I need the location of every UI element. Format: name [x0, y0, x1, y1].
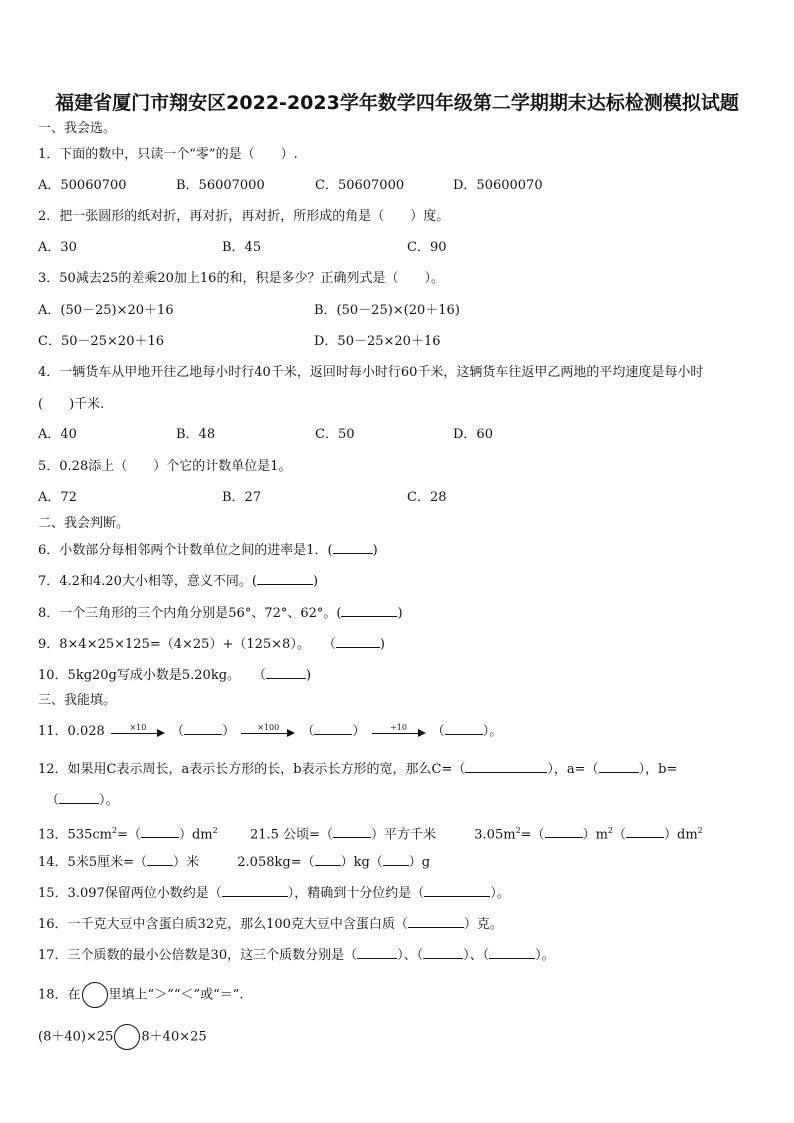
answer-blank[interactable]: [336, 635, 380, 648]
answer-blank[interactable]: [333, 825, 371, 838]
answer-blank[interactable]: [147, 853, 173, 866]
question-8: 8．一个三角形的三个内角分别是56°、72°、62°。( ): [38, 606, 403, 621]
q3-option-d: D．50－25×20＋16: [314, 334, 441, 349]
question-13: 13．$535cm^2=$（ ）$dm^2$ 21.5 公顷=（ ）平方千米 $3.05m^2=$（ ）$m^2$（ ）$dm^2$: [38, 826, 703, 843]
answer-blank[interactable]: [423, 946, 463, 959]
answer-blank[interactable]: [315, 853, 341, 866]
q2-option-b: B．45: [222, 240, 262, 255]
question-18: 18．在 里填上“＞”“＜”或“＝”.: [38, 982, 244, 1008]
q1-option-b: B．56007000: [176, 178, 265, 193]
question-15: 15．3.097保留两位小数约是（ ），精确到十分位约是（ ）。: [38, 886, 510, 901]
q3-option-c: C．50－25×20＋16: [38, 334, 165, 349]
question-4: 4．一辆货车从甲地开往乙地每小时行40千米，返回时每小时行60千米，这辆货车往返甲乙两地的平均速度是每小时: [38, 365, 704, 380]
q5-option-a: A．72: [38, 490, 77, 505]
section-heading-2: 二、我会判断。: [38, 516, 130, 531]
divide-10-arrow: ÷10: [372, 725, 426, 739]
question-3: 3．50减去25的差乘20加上16的和，积是多少？正确列式是（ ）。: [38, 271, 444, 286]
question-5: 5．0.28添上（ ）个它的计数单位是1。: [38, 459, 292, 474]
multiply-100-arrow: ×100: [241, 725, 295, 739]
q1-option-c: C．50607000: [315, 178, 405, 193]
section-heading-3: 三、我能填。: [38, 693, 117, 708]
comparison-circle[interactable]: [114, 1024, 140, 1050]
answer-blank[interactable]: [59, 791, 99, 804]
answer-blank[interactable]: [222, 884, 288, 897]
answer-blank[interactable]: [424, 884, 490, 897]
question-4-continued: ( )千米.: [38, 397, 105, 412]
question-12: 12．如果用C表示周长，a表示长方形的长，b表示长方形的宽，那么C=（ ），a=（ ），b=: [38, 762, 678, 777]
q1-option-a: A．50060700: [38, 178, 127, 193]
section-heading-1: 一、我会选。: [38, 121, 117, 136]
question-10: 10．5kg20g写成小数是5.20kg。 （ ): [38, 668, 312, 683]
q1-option-d: D．50600070: [453, 178, 543, 193]
q2-option-c: C．90: [407, 240, 447, 255]
answer-blank[interactable]: [141, 825, 179, 838]
multiply-10-arrow: ×10: [111, 725, 165, 739]
answer-blank[interactable]: [445, 722, 483, 735]
q4-option-a: A．40: [38, 427, 77, 442]
question-12-continued: （ ）。: [46, 793, 119, 808]
q4-option-c: C．50: [315, 427, 355, 442]
answer-blank[interactable]: [626, 825, 664, 838]
answer-blank[interactable]: [314, 722, 352, 735]
q5-option-b: B．27: [222, 490, 262, 505]
question-7: 7．4.2和4.20大小相等，意义不同。( ): [38, 574, 319, 589]
answer-blank[interactable]: [599, 760, 639, 773]
question-11: 11．0.028 ×10 （ ） ×100 （ ） ÷10 （ ）。: [38, 722, 503, 739]
answer-blank[interactable]: [545, 825, 583, 838]
q3-option-b: B．(50－25)×(20＋16): [314, 303, 460, 318]
answer-blank[interactable]: [408, 915, 464, 928]
answer-blank[interactable]: [333, 541, 373, 554]
answer-blank[interactable]: [341, 604, 397, 617]
answer-blank[interactable]: [465, 760, 547, 773]
question-9: 9．8×4×25×125=（4×25）+（125×8）。 （ ): [38, 637, 385, 652]
q3-option-a: A．(50－25)×20＋16: [38, 303, 174, 318]
question-17: 17．三个质数的最小公倍数是30，这三个质数分别是（ ）、（ ）、（ ）。: [38, 948, 555, 963]
question-16: 16．一千克大豆中含蛋白质32克，那么100克大豆中含蛋白质（ ）克。: [38, 917, 503, 932]
q5-option-c: C．28: [407, 490, 447, 505]
q4-option-d: D．60: [453, 427, 493, 442]
answer-blank[interactable]: [357, 946, 397, 959]
q2-option-a: A．30: [38, 240, 77, 255]
answer-blank[interactable]: [383, 853, 409, 866]
question-1: 1．下面的数中，只读一个“零”的是（ ）.: [38, 147, 298, 162]
question-2: 2．把一张圆形的纸对折，再对折，再对折，所形成的角是（ ）度。: [38, 209, 450, 224]
page-title: 福建省厦门市翔安区2022-2023学年数学四年级第二学期期末达标检测模拟试题: [55, 92, 739, 114]
answer-blank[interactable]: [489, 946, 535, 959]
answer-circle[interactable]: [82, 982, 108, 1008]
question-14: 14．5米5厘米=（ ）米 2.058kg=（ ）kg（ ）g: [38, 855, 431, 870]
question-6: 6．小数部分每相邻两个计数单位之间的进率是1．( ): [38, 543, 378, 558]
answer-blank[interactable]: [184, 722, 222, 735]
question-18-expression: (8＋40)×25 8＋40×25: [38, 1024, 207, 1050]
answer-blank[interactable]: [266, 666, 306, 679]
q4-option-b: B．48: [176, 427, 216, 442]
answer-blank[interactable]: [257, 572, 313, 585]
